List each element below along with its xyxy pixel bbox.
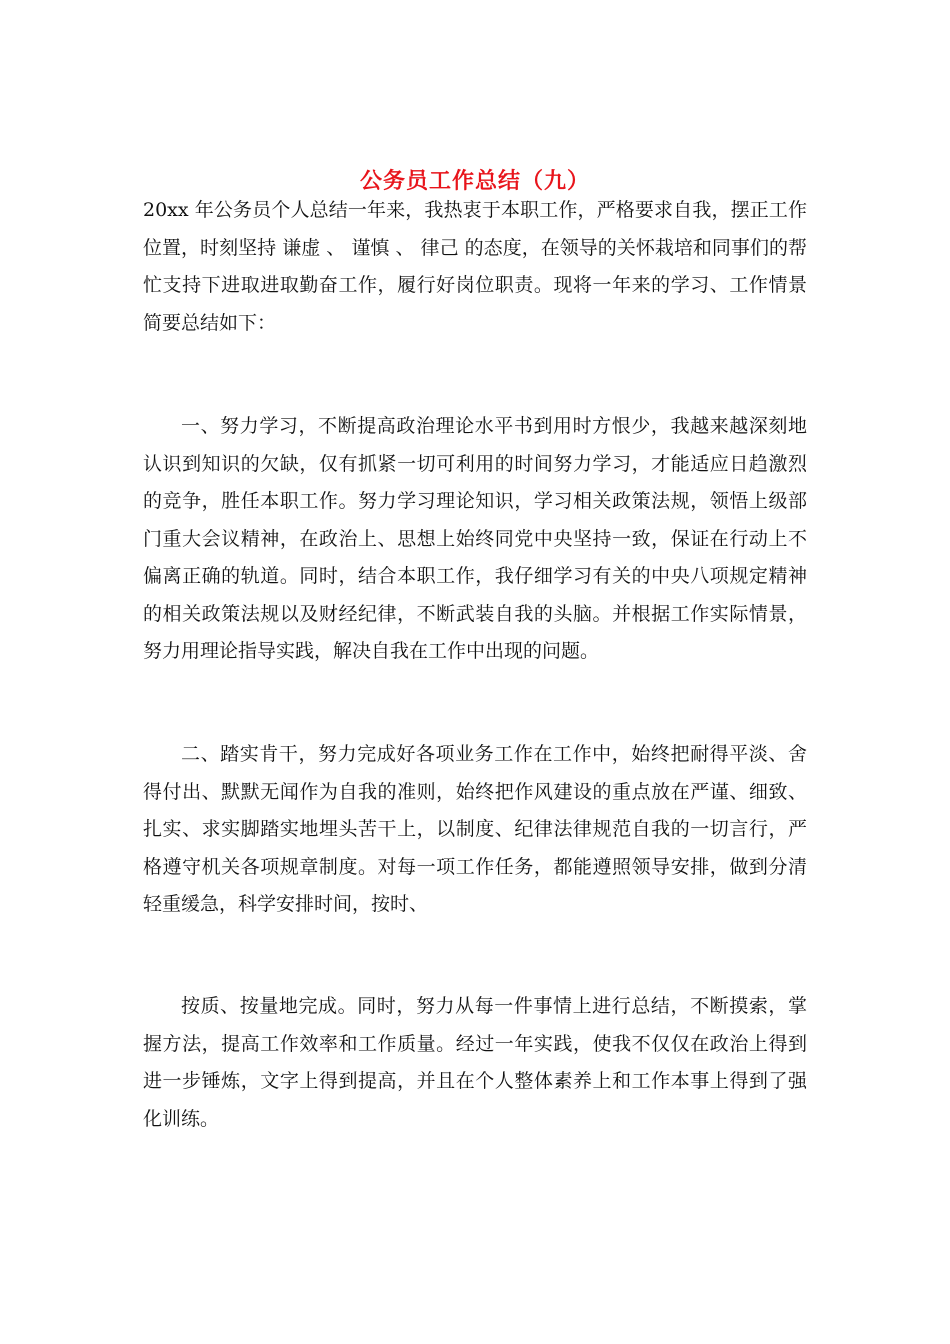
- section-one-paragraph: 一、努力学习，不断提高政治理论水平书到用时方恨少，我越来越深刻地认识到知识的欠缺，仅有抓紧一切可利用的时间努力学习，才能适应日趋激烈的竞争，胜任本职工作。努力学习理论知识，学习相关政策法规，领悟上级部门重大会议精神，在政治上、思想上始终同党中央坚持一致，保证在行动上不偏离正确的轨道。同时，结合本职工作，我仔细学习有关的中央八项规定精神的相关政策法规以及财经纪律，不断武装自我的头脑。并根据工作实际情景，努力用理论指导实践，解决自我在工作中出现的问题。: [143, 415, 807, 662]
- intro-paragraph: 20xx 年公务员个人总结一年来，我热衷于本职工作，严格要求自我，摆正工作位置，时刻坚持 谦虚 、 谨慎 、 律己 的态度，在领导的关怀栽培和同事们的帮忙支持下进取进取勤奋工作，履行好岗位职责。现将一年来的学习、工作情景简要总结如下：: [143, 199, 807, 334]
- section-two-continued-paragraph: 按质、按量地完成。同时，努力从每一件事情上进行总结，不断摸索，掌握方法，提高工作效率和工作质量。经过一年实践，使我不仅仅在政治上得到进一步锤炼，文字上得到提高，并且在个人整体素养上和工作本事上得到了强化训练。: [143, 995, 807, 1130]
- section-two-paragraph: 二、踏实肯干，努力完成好各项业务工作在工作中，始终把耐得平淡、舍得付出、默默无闻作为自我的准则，始终把作风建设的重点放在严谨、细致、扎实、求实脚踏实地埋头苦干上，以制度、纪律法律规范自我的一切言行，严格遵守机关各项规章制度。对每一项工作任务，都能遵照领导安排，做到分清轻重缓急，科学安排时间，按时、: [143, 743, 807, 915]
- document-title: 公务员工作总结（九）: [359, 167, 590, 194]
